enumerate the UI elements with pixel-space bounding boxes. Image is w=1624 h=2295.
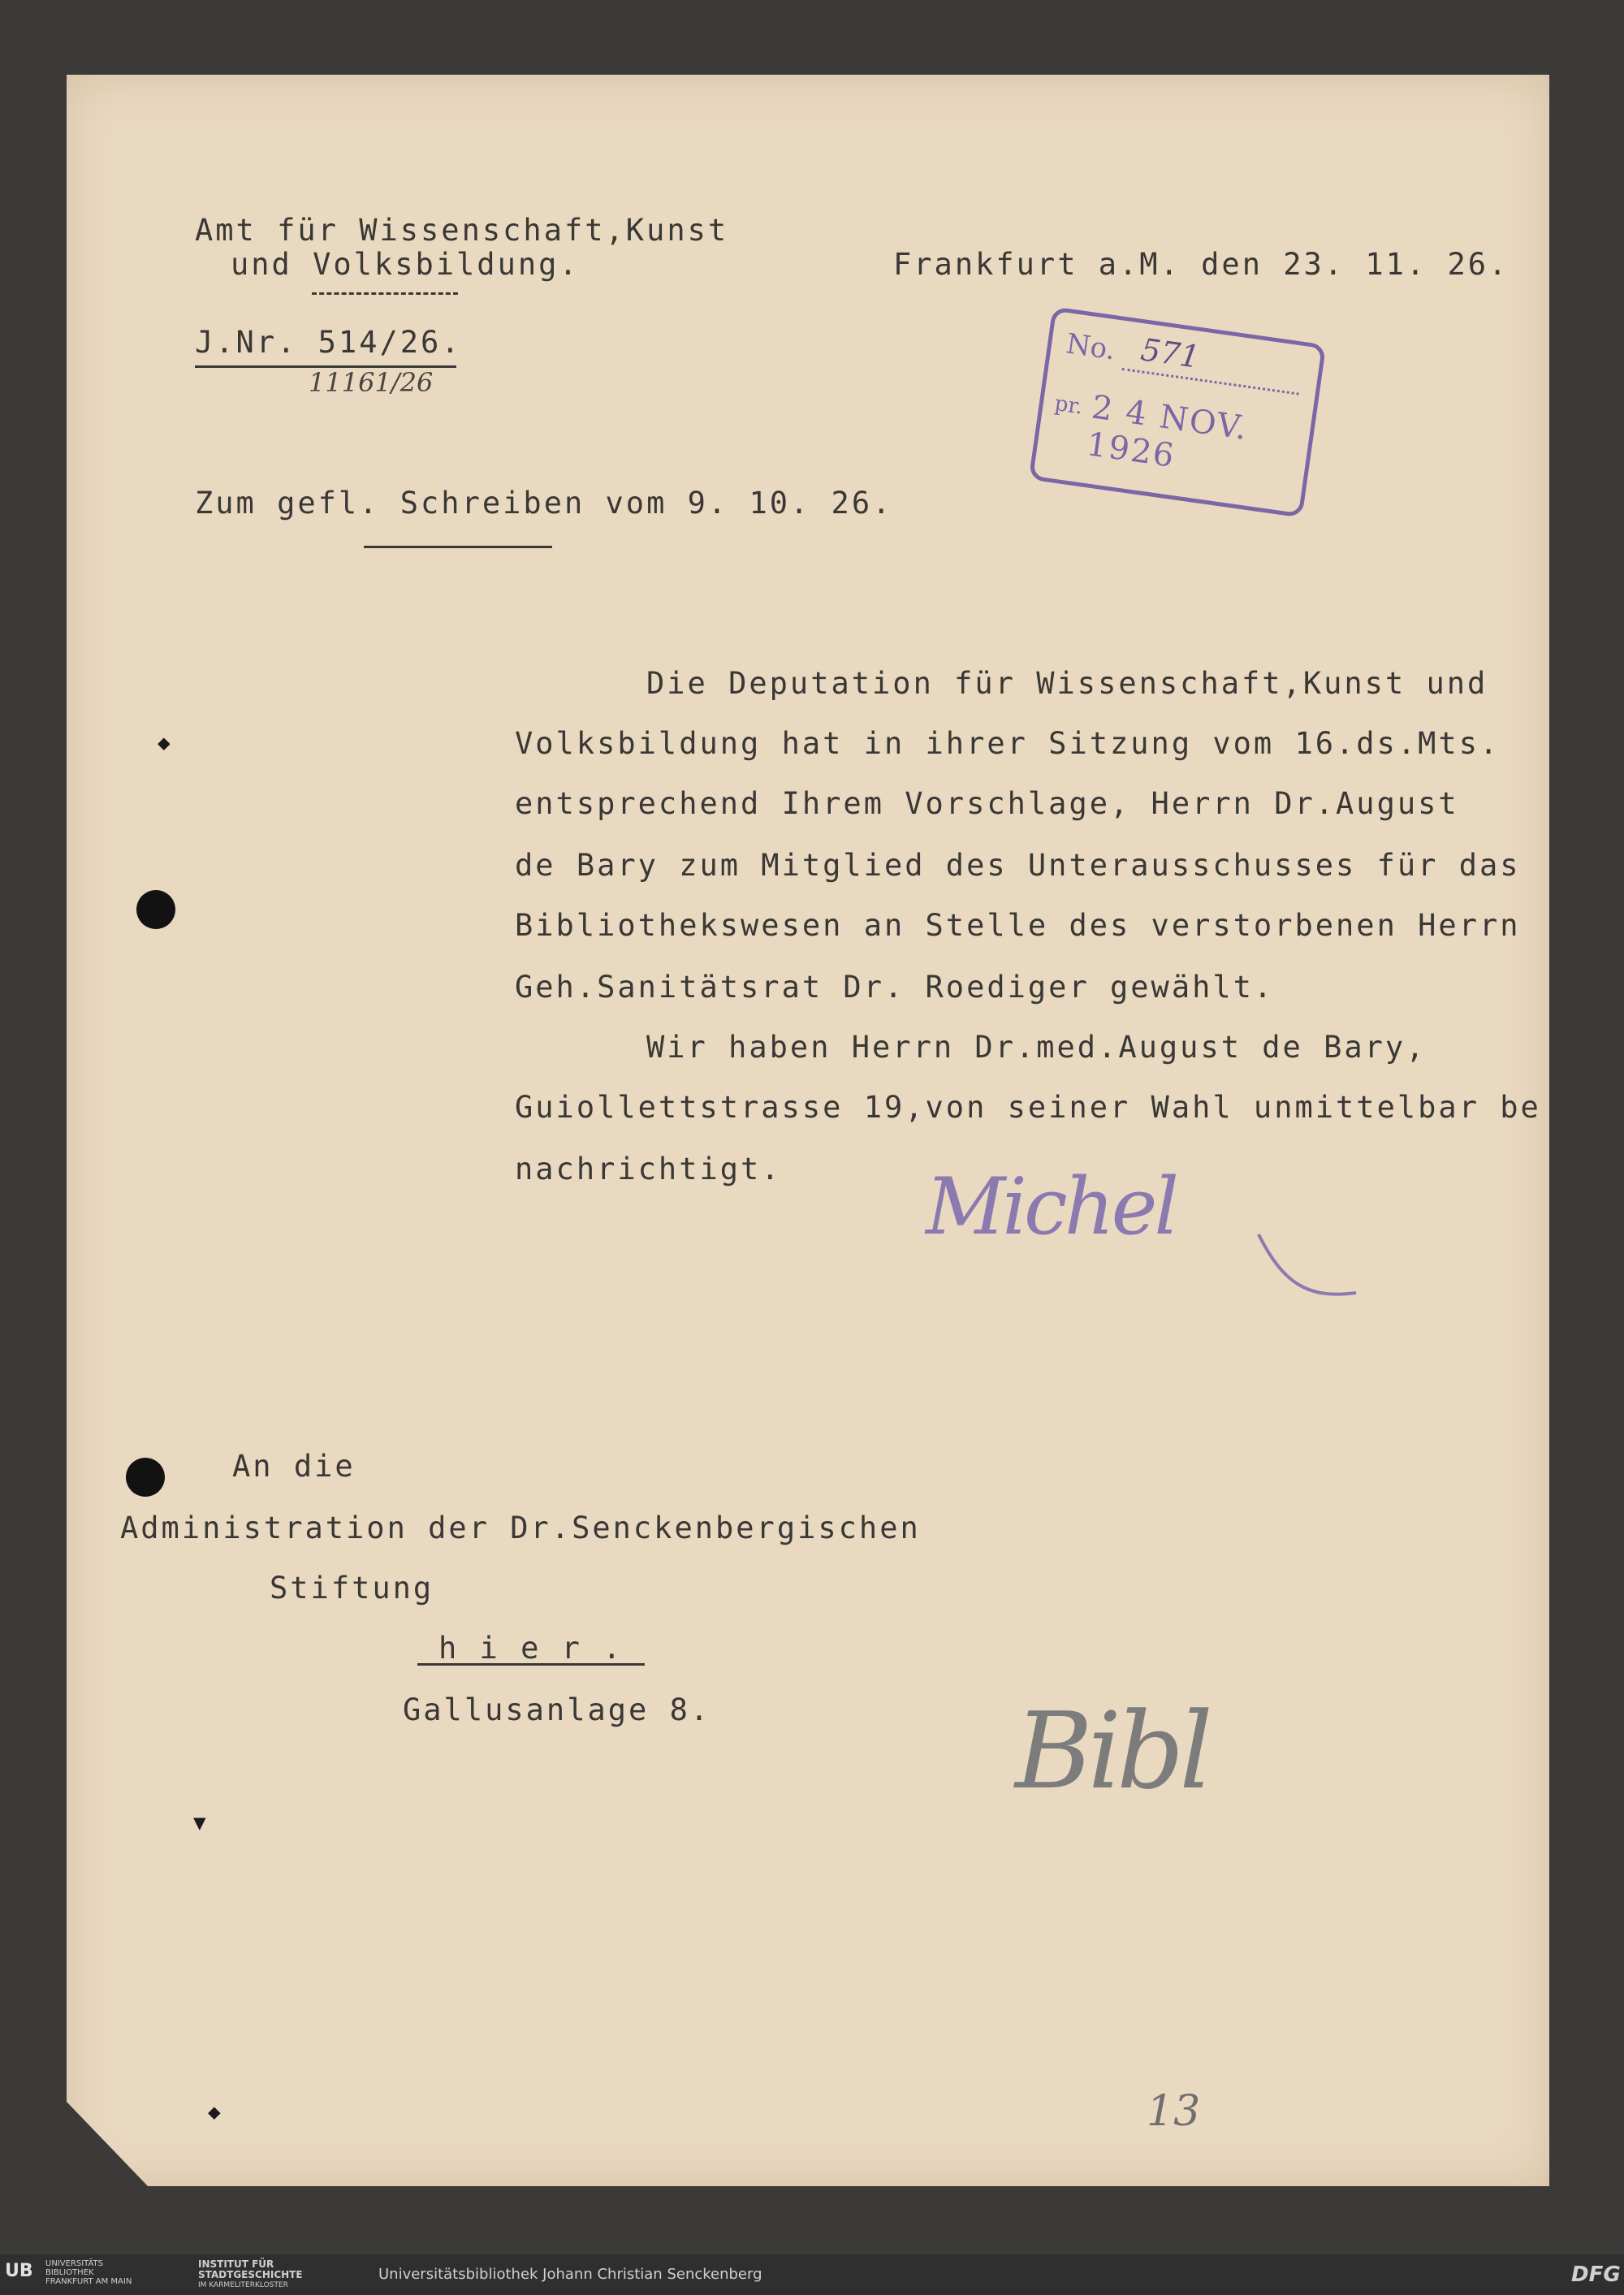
body-line-5: Bibliothekswesen an Stelle des verstorbenen Herrn [515,908,1521,943]
address-line-5: Gallusanlage 8. [403,1692,711,1727]
body-line-1: Die Deputation für Wissenschaft,Kunst und [646,666,1488,701]
body-line-7: Wir haben Herrn Dr.med.August de Bary, [646,1030,1427,1065]
archive-footer [0,2254,1624,2295]
body-line-9: nachrichtigt. [515,1152,782,1186]
stamp-no-label: No. [1064,327,1118,367]
punch-hole-top [136,890,175,929]
place-date: Frankfurt a.M. den 23. 11. 26. [893,247,1510,282]
library-name: Universitätsbibliothek Johann Christian Senckenberg [378,2266,762,2283]
stamp-dotted-line [1122,368,1299,395]
document-page [67,75,1549,2186]
stamp-number: 571 [1138,331,1203,375]
punch-hole-bottom [126,1458,165,1497]
pencil-note: Bibl [1015,1689,1208,1813]
filing-mark: ◆ [208,2100,221,2124]
body-line-3: entsprechend Ihrem Vorschlage, Herrn Dr.August [515,786,1459,821]
journal-handwritten: 11161/26 [309,367,434,398]
address-line-3: Stiftung [270,1571,434,1606]
filing-mark: ◆ [158,731,171,755]
body-line-4: de Bary zum Mitglied des Unterausschusses für das [515,848,1521,883]
address-line-4: h i e r . [438,1631,624,1666]
body-line-8: Guiollettstrasse 19,von seiner Wahl unmittelbar be - [515,1090,1583,1125]
stamp-date: 2 4 NOV. 1926 [1084,388,1251,475]
page-number: 13 [1147,2087,1201,2136]
body-line-2: Volksbildung hat in ihrer Sitzung vom 16.ds.Mts. [515,726,1501,761]
institute-logo: INSTITUT FÜR STADTGESCHICHTE IM KARMELITERKLOSTER [198,2258,303,2289]
address-line-2: Administration der Dr.Senckenbergischen [120,1511,921,1545]
signature-flourish [1250,1218,1364,1307]
ub-logo-subtitle: UNIVERSITÄTS BIBLIOTHEK FRANKFURT AM MAIN [45,2259,132,2286]
signature: Michel [926,1161,1177,1252]
sender-line-2: und Volksbildung. [231,247,580,282]
reference-line: Zum gefl. Schreiben vom 9. 10. 26. [195,486,893,521]
ub-logo: UB [5,2261,33,2281]
address-line-1: An die [232,1449,356,1484]
address-underline [417,1663,645,1666]
filing-mark: ▼ [193,1811,206,1835]
body-line-6: Geh.Sanitätsrat Dr. Roediger gewählt. [515,970,1275,1005]
stamp-pr-label: pr. [1052,391,1085,420]
dfg-logo: DFG [1571,2263,1621,2287]
journal-number: J.Nr. 514/26. [195,325,462,360]
sender-underline [312,292,458,295]
reference-underline [364,546,552,548]
sender-line-1: Amt für Wissenschaft,Kunst [195,213,729,248]
